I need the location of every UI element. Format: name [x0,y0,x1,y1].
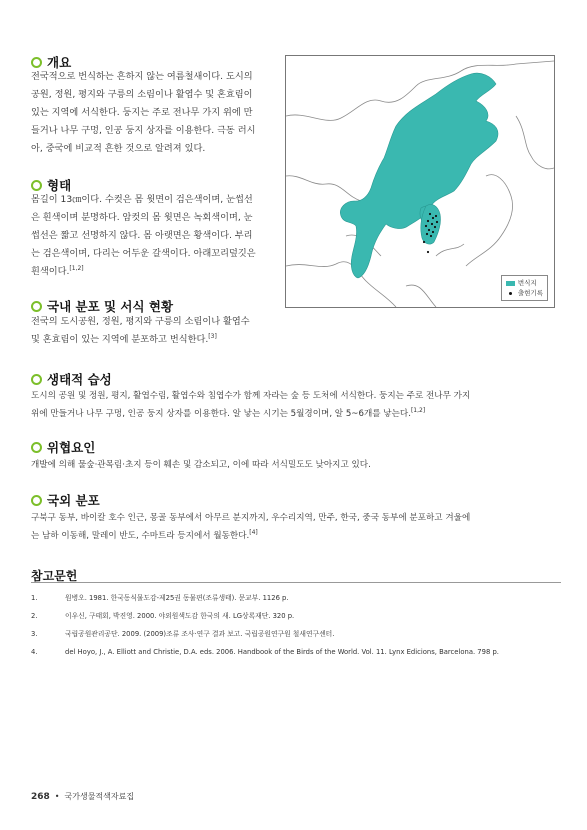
section-title: 국외 분포 [47,493,100,508]
section-title: 국내 분포 및 서식 현황 [47,299,174,314]
reference-number: 4. [31,648,38,656]
legend-label: 출현기록 [517,289,543,297]
circle-bullet-icon [31,57,42,68]
circle-bullet-icon [31,374,42,385]
citation: [4] [249,529,258,537]
reference-item [31,628,561,640]
page-footer [31,791,134,802]
map-legend [501,275,548,301]
reference-item [31,592,561,604]
section-ecology-heading [31,370,112,388]
references-header [31,565,561,583]
series-title: 국가생물적색자료집 [64,792,135,801]
dot-icon [509,292,512,295]
reference-number: 2. [31,612,38,620]
section-abroad-heading [31,491,100,509]
reference-item [31,610,561,622]
distribution-map [285,55,555,308]
references-title: 참고문헌 [31,569,78,583]
text-line: 구북구 동부, 바이칼 호수 인근, 몽골 동부에서 아무르 분지까지, 우수리지역, 만주, 한국, 중국 동부에 분포하고 겨울에 [31,513,471,523]
text-line: 위에 만들거나 나무 구멍, 인공 둥지 상자를 이용한다. 알 낳는 시기는 5월경이며, 알 5~6개를 낳는다. [31,409,411,419]
circle-bullet-icon [31,442,42,453]
footer-separator: • [54,792,60,801]
section-threats-body [31,456,561,474]
section-domestic-body [31,313,291,349]
text-line: 은 흰색이며 분명하다. 암컷의 몸 윗면은 녹회색이며, 눈 [31,212,253,223]
text-line: 는 검은색이며, 다리는 어두운 갈색이다. 아래꼬리덮깃은 [31,248,256,259]
legend-record [506,288,543,298]
section-title: 개요 [47,55,72,70]
teal-swatch-icon [506,281,515,286]
section-ecology-body [31,387,561,423]
reference-number: 1. [31,594,38,602]
section-abroad-body [31,509,561,545]
circle-bullet-icon [31,301,42,312]
text-line: 흰색이다. [31,266,70,277]
legend-habitat [506,278,543,288]
reference-item [31,646,561,658]
reference-number: 3. [31,630,38,638]
section-overview-body [31,68,281,158]
page-number: 268 [31,791,50,802]
circle-bullet-icon [31,495,42,506]
citation: [3] [208,332,217,340]
citation: [1,2] [69,264,84,272]
circle-bullet-icon [31,180,42,191]
citation: [1,2] [410,407,426,415]
section-threats-heading [31,438,95,456]
reference-text: 국립공원관리공단. 2009. (2009)조류 조사·연구 결과 보고. 국립공원연구원 철새연구센터. [65,630,335,638]
text-line: 및 혼효림이 있는 지역에 분포하고 번식한다. [31,334,209,345]
text-line: 들거나 나무 구멍, 인공 둥지 상자를 이용한다. 극동 러시 [31,125,256,136]
reference-text: del Hoyo, J., A. Elliott and Christie, D.A. eds. 2006. Handbook of the Birds of the World. Vol. 11. Lynx Edicions, Barcelona. 798 p. [65,648,499,656]
text-line: 전국의 도시공원, 정원, 평지와 구릉의 소림이나 활엽수 [31,316,250,327]
reference-text: 원병오. 1981. 한국동식물도감-제25권 동물편(조류생태). 문교부. 1126 p. [65,594,289,602]
distribution-map-svg [286,56,554,307]
text-line: 는 남하 이동해, 말레이 반도, 수마트라 등지에서 월동한다. [31,531,250,541]
text-line: 도시의 공원 및 정원, 평지, 활엽수림, 활엽수와 침엽수가 함께 자라는 숲 등 도처에 서식한다. 둥지는 주로 전나무 가지 [31,391,471,401]
text-line: 몸길이 13㎝이다. 수컷은 몸 윗면이 검은색이며, 눈썹선 [31,194,253,205]
section-title: 위협요인 [47,440,96,455]
text-line: 공원, 정원, 평지와 구릉의 소림이나 활엽수 및 혼효림이 [31,89,253,100]
text-line: 개발에 의해 물숲·관목림·초지 등이 훼손 및 감소되고, 이에 따라 서식밀도도 낮아지고 있다. [31,460,371,470]
text-line: 있는 지역에 서식한다. 둥지는 주로 전나무 가지 위에 만 [31,107,253,118]
section-title: 생태적 습성 [47,372,112,387]
section-title: 형태 [47,178,72,193]
references-list [31,592,561,658]
text-line: 아, 중국에 비교적 흔한 것으로 알려져 있다. [31,143,206,154]
section-morphology-body [31,191,281,281]
text-line: 전국적으로 번식하는 흔하지 않는 여름철새이다. 도시의 [31,71,253,82]
legend-label: 번식지 [517,279,537,287]
text-line: 썹선은 짧고 선명하지 않다. 몸 아랫면은 황색이다. 부리 [31,230,253,241]
reference-text: 이우신, 구태회, 박진영. 2000. 야외원색도감 한국의 새. LG상록재단. 320 p. [65,612,295,620]
